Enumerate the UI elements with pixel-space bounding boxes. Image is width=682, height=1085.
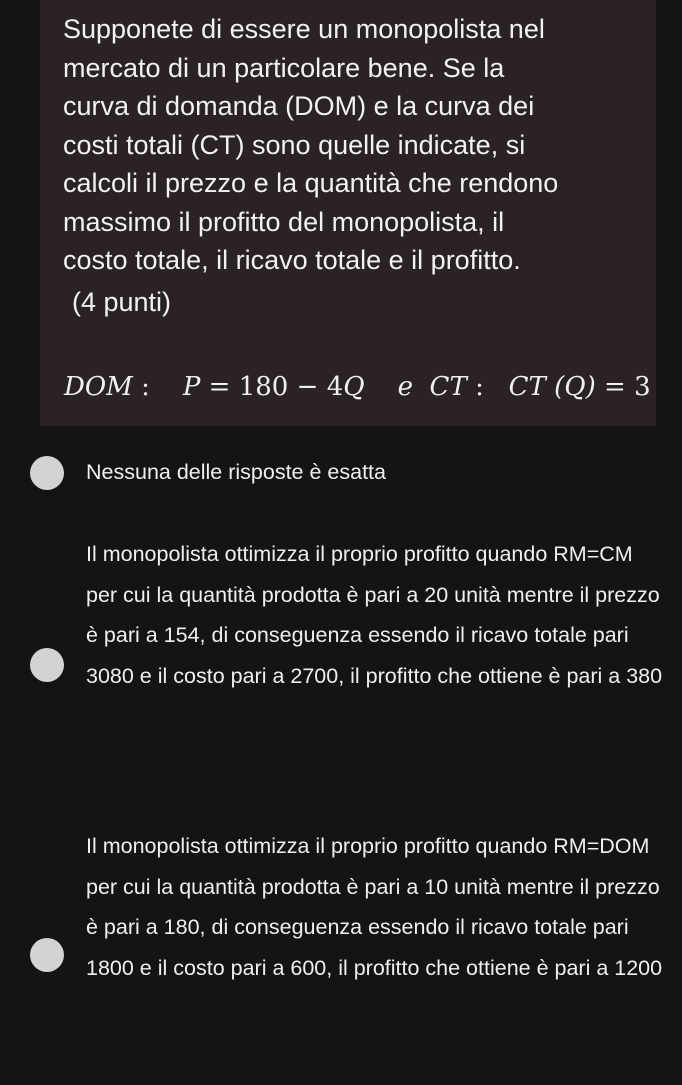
formula-q-var: Q (343, 372, 365, 402)
formula-ct-rhs: 3 (634, 372, 651, 402)
answer-option-label: Il monopolista ottimizza il proprio profitto quando RM=DOM per cui la quantità prodotta è pari a 10 unità mentre il prezzo è pari a 180, di conseguenza essendo il ricavo totale pari 1800 e il costo pari a 600, il profitto che ottiene è pari a 1200 (86, 834, 663, 980)
formula-equals: = (208, 372, 231, 402)
formula-colon-2: : (475, 372, 484, 402)
formula-conj: e (397, 372, 414, 402)
radio-button[interactable] (30, 938, 64, 972)
answer-option-2[interactable] (0, 534, 682, 774)
answer-option-label: Nessuna delle risposte è esatta (86, 460, 386, 484)
formula-ct-arg: (Q) (554, 372, 596, 402)
formula-ct-func: CT (508, 372, 546, 402)
formula-equals-2: = (604, 372, 626, 402)
formula-p-var: P (182, 372, 201, 402)
answer-option-label: Il monopolista ottimizza il proprio profitto quando RM=CM per cui la quantità prodotta è pari a 20 unità mentre il prezzo è pari a 154, di conseguenza essendo il ricavo totale pari 3080 e il costo pari a 2700, il profitto che ottiene è pari a 380 (86, 542, 663, 688)
formula-colon: : (141, 372, 150, 402)
answer-options (0, 426, 682, 1085)
answer-option-3[interactable] (0, 826, 682, 1066)
question-points: (4 punti) (72, 287, 172, 317)
formula-p-coef: 4 (326, 372, 344, 402)
formula-dom-label: DOM (64, 372, 133, 402)
radio-button[interactable] (30, 456, 64, 490)
formula-p-const: 180 (238, 372, 289, 402)
formula (64, 372, 651, 402)
radio-button[interactable] (30, 648, 64, 682)
answer-option-1[interactable] (0, 454, 682, 494)
formula-ct-label: CT (429, 372, 467, 402)
question-text: Supponete di essere un monopolista nel mercato di un particolare bene. Se la curva di domanda (DOM) e la curva dei costi totali (CT) sono quelle indicate, si calcoli il prezzo e la quantità che rendono massimo il profitto del monopolista, il costo totale, il ricavo totale e il profitto. (63, 14, 559, 275)
formula-minus: − (296, 372, 319, 402)
